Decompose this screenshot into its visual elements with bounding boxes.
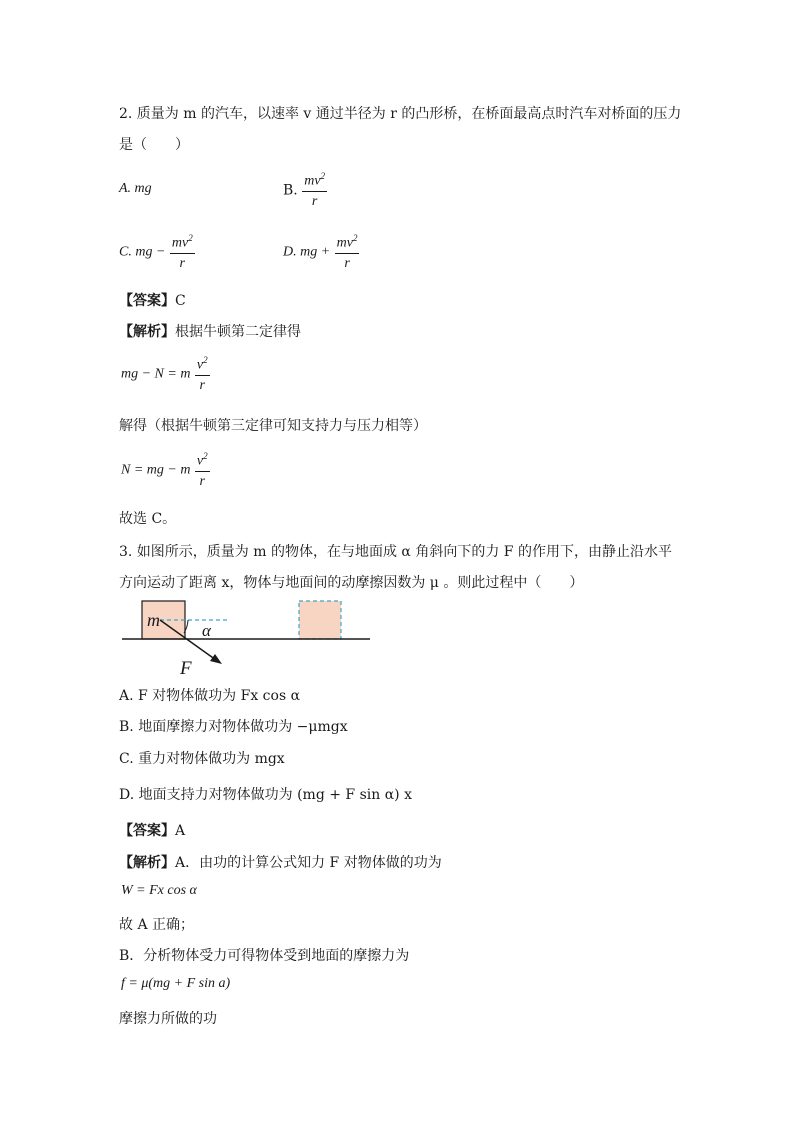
q3-equation-work: W = Fx cos α [121, 883, 197, 898]
q2-answer [119, 290, 186, 310]
q3-figure [118, 598, 378, 680]
q3-answer [119, 820, 185, 840]
force-arrow-head [210, 654, 222, 664]
eq1-den: r [199, 377, 205, 393]
q2-option-b [283, 172, 327, 209]
q2-option-d [283, 234, 359, 271]
exponent: 2 [320, 171, 326, 181]
analysis-a-text: A．由功的计算公式知力 F 对物体做的功为 [175, 855, 442, 871]
q2-stem-line2: 是（ ） [119, 137, 189, 153]
force-label: F [180, 658, 192, 679]
q2-option-d-label: D. mg + [283, 244, 331, 260]
eq2-num: v [196, 453, 204, 469]
q2-solve-text: 解得（根据牛顿第三定律可知支持力与压力相等） [119, 418, 427, 434]
q2-option-d-fraction [335, 234, 360, 271]
exponent: 2 [352, 233, 358, 243]
exponent: 2 [188, 233, 193, 243]
q3-option-c: C. 重力对物体做功为 mgx [119, 751, 285, 767]
block-final-position [299, 601, 341, 639]
q2-option-c-den: r [179, 255, 185, 271]
q3-analysis-b: B．分析物体受力可得物体受到地面的摩擦力为 [119, 948, 410, 964]
q3-equation-friction: f = μ(mg + F sin a) [121, 976, 231, 991]
mass-label: m [147, 610, 160, 630]
q3-analysis-a [119, 852, 442, 872]
q3-a-correct: 故 A 正确； [119, 917, 195, 933]
answer-value: C [175, 293, 186, 309]
q2-conclusion: 故选 C。 [119, 511, 177, 527]
q2-option-b-den: r [311, 193, 318, 209]
q3-stem-line1: 3. 如图所示，质量为 m 的物体，在与地面成 α 角斜向下的力 F 的作用下，由静止沿水平 [119, 544, 672, 560]
q3-friction-work: 摩擦力所做的功 [119, 1011, 217, 1027]
q2-equation-2 [121, 452, 210, 489]
eq1-fraction [195, 356, 210, 393]
eq1-lhs: mg − N = m [121, 366, 191, 382]
q2-equation-1 [121, 356, 210, 393]
q3-option-b: B. 地面摩擦力对物体做功为 −μmgx [119, 719, 348, 735]
eq2-lhs: N = mg − m [121, 462, 191, 478]
exponent: 2 [203, 355, 208, 365]
answer-tag: 【答案】 [119, 293, 175, 309]
answer-value: A [175, 823, 186, 839]
eq1-num: v [196, 357, 204, 373]
analysis-tag: 【解析】 [119, 324, 175, 340]
q2-option-b-num: mv [304, 173, 321, 189]
q3-option-d: D. 地面支持力对物体做功为 (mg + F sin α) x [119, 787, 412, 803]
q2-option-d-num: mv [336, 235, 353, 251]
q3-option-a: A. F 对物体做功为 Fx cos α [119, 688, 301, 704]
answer-tag: 【答案】 [119, 823, 175, 839]
analysis-tag: 【解析】 [119, 855, 175, 871]
analysis-text: 根据牛顿第二定律得 [175, 324, 301, 340]
q2-option-c-fraction [170, 234, 195, 271]
q2-option-b-fraction [302, 172, 327, 209]
eq2-den: r [199, 473, 205, 489]
q2-option-a: A. mg [119, 181, 152, 196]
q2-option-b-label: B. [283, 182, 298, 199]
q2-option-d-den: r [344, 255, 350, 271]
q3-stem-line2: 方向运动了距离 x，物体与地面间的动摩擦因数为 μ 。则此过程中（ ） [119, 575, 584, 591]
q2-analysis [119, 321, 301, 341]
q2-stem-line1: 2. 质量为 m 的汽车，以速率 v 通过半径为 r 的凸形桥，在桥面最高点时汽车对桥面的压力 [119, 106, 682, 122]
angle-label: α [202, 621, 211, 640]
q2-option-c-label: C. mg − [119, 244, 166, 260]
eq2-fraction [195, 452, 210, 489]
exponent: 2 [203, 451, 208, 461]
q2-option-c-num: mv [171, 235, 189, 251]
q2-option-c [119, 234, 195, 271]
